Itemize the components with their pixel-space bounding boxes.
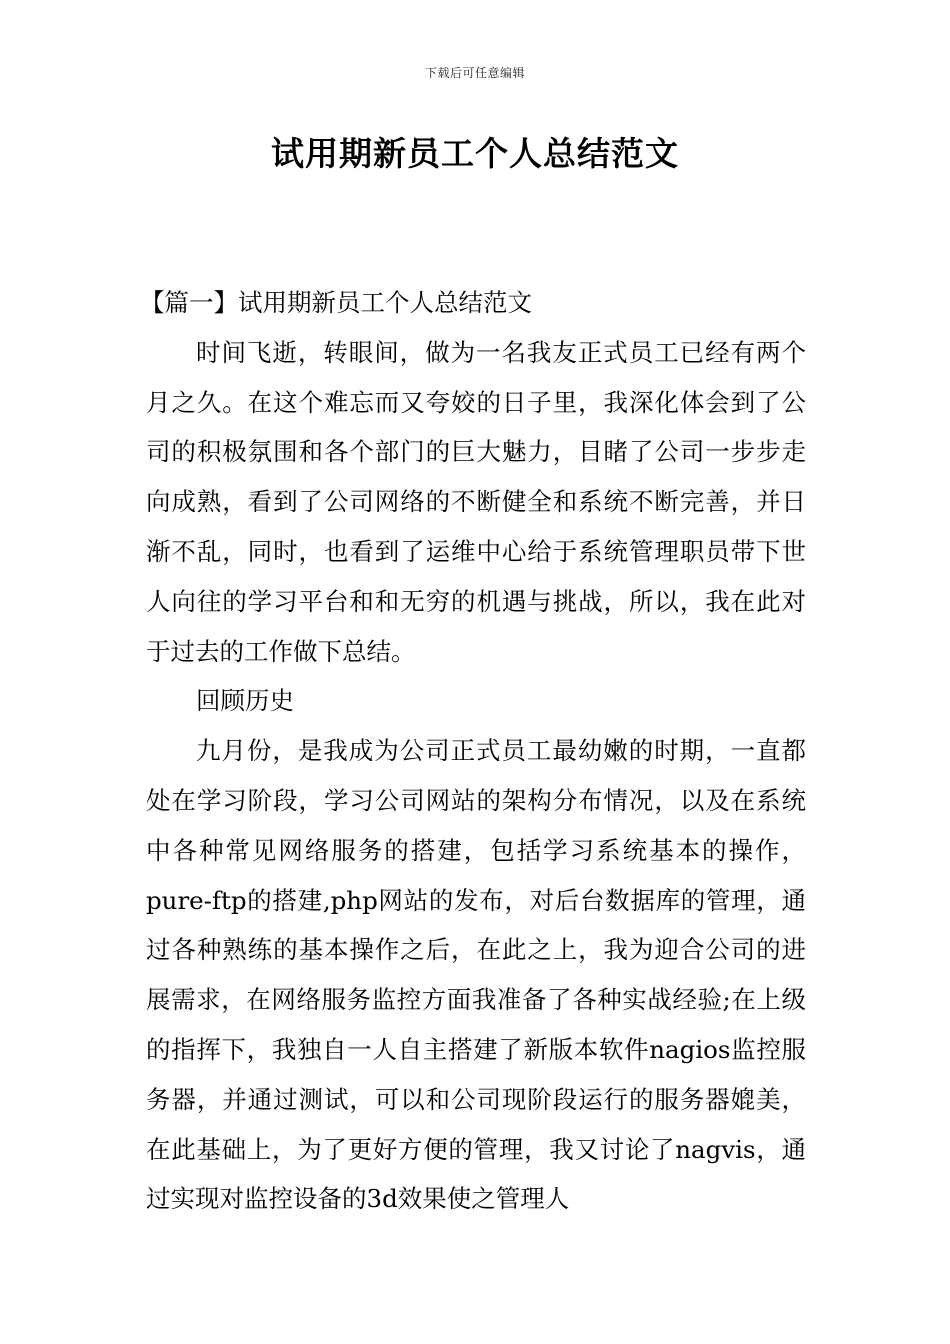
header-note: 下载后可任意编辑	[424, 66, 525, 80]
section-heading: 【篇一】试用期新员工个人总结范文	[140, 288, 532, 317]
document-title: 试用期新员工个人总结范文	[271, 134, 679, 173]
paragraph-heading: 回顾历史	[196, 686, 294, 716]
paragraph: 时间飞逝，转眼间，做为一名我友正式员工已经有两个月之久。在这个难忘而又夸姣的日子里，我深化体会到了公司的积极氛围和各个部门的巨大魅力，目睹了公司一步步走向成熟，看到了公司网络的不断健全和系统不断完善，并日渐不乱，同时，也看到了运维中心给于系统管理职员带下世人向往的学习平台和和无穷的机遇与挑战，所以，我在此对于过去的工作做下总结。	[146, 337, 806, 666]
paragraph: 九月份，是我成为公司正式员工最幼嫩的时期，一直都处在学习阶段，学习公司网站的架构分布情况，以及在系统中各种常见网络服务的搭建，包括学习系统基本的操作，pure-ftp的搭建,php网站的发布，对后台数据库的管理，通过各种熟练的基本操作之后，在此之上，我为迎合公司的进展需求，在网络服务监控方面我准备了各种实战经验;在上级的指挥下，我独自一人自主搭建了新版本软件nagios监控服务器，并通过测试，可以和公司现阶段运行的服务器媲美，在此基础上，为了更好方便的管理，我又讨论了nagvis，通过实现对监控设备的3d效果使之管理人	[146, 736, 806, 1214]
document-body	[140, 278, 806, 1224]
